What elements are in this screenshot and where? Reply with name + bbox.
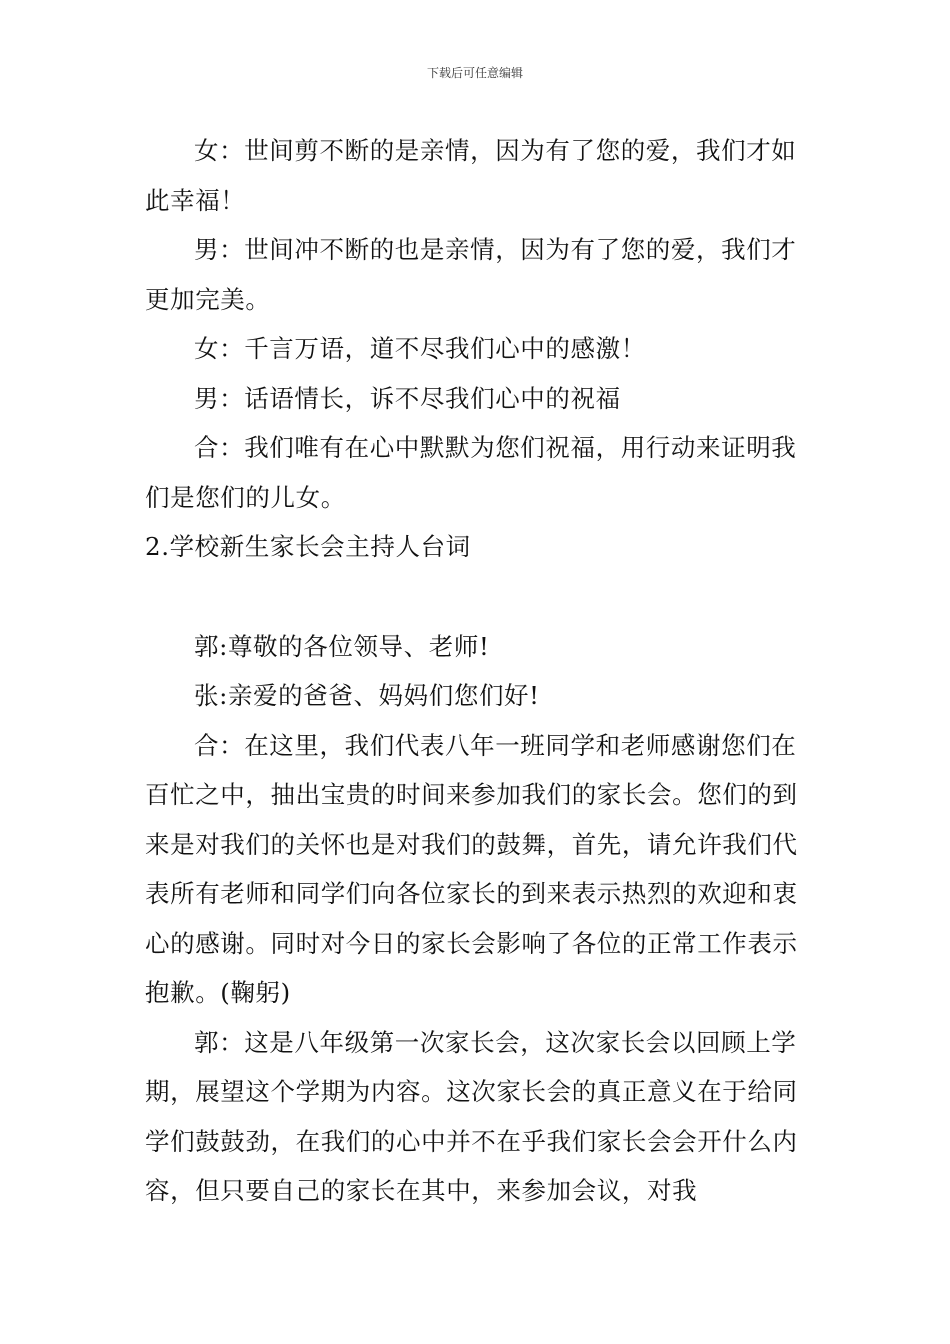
section-heading: 2.学校新生家长会主持人台词	[145, 532, 471, 561]
dialogue-paragraph: 合：我们唯有在心中默默为您们祝福，用行动来证明我们是您们的儿女。	[145, 433, 797, 512]
dialogue-paragraph: 男：世间冲不断的也是亲情，因为有了您的爱，我们才更加完美。	[145, 235, 797, 314]
dialogue-paragraph: 郭：这是八年级第一次家长会，这次家长会以回顾上学期，展望这个学期为内容。这次家长会的真正意义在于给同学们鼓鼓劲，在我们的心中并不在乎我们家长会会开什么内容，但只要自己的家长在其中，来参加会议，对我	[145, 1027, 798, 1205]
blank-line	[145, 572, 810, 622]
dialogue-paragraph: 男：话语情长，诉不尽我们心中的祝福	[194, 383, 621, 413]
dialogue-paragraph: 郭:尊敬的各位领导、老师!	[194, 631, 490, 661]
dialogue-paragraph: 合：在这里，我们代表八年一班同学和老师感谢您们在百忙之中，抽出宝贵的时间来参加我们的家长会。您们的到来是对我们的关怀也是对我们的鼓舞，首先，请允许我们代表所有老师和同学们向各位家长的到来表示热烈的欢迎和衷心的感谢。同时对今日的家长会影响了各位的正常工作表示抱歉。(鞠躬)	[145, 730, 798, 1007]
dialogue-paragraph: 女：世间剪不断的是亲情，因为有了您的爱，我们才如此幸福！	[145, 136, 797, 215]
dialogue-paragraph: 女：千言万语，道不尽我们心中的感激！	[194, 334, 646, 363]
dialogue-paragraph: 张:亲爱的爸爸、妈妈们您们好!	[194, 681, 540, 710]
page-header: 下载后可任意编辑	[426, 66, 523, 80]
document-body	[145, 126, 810, 1216]
